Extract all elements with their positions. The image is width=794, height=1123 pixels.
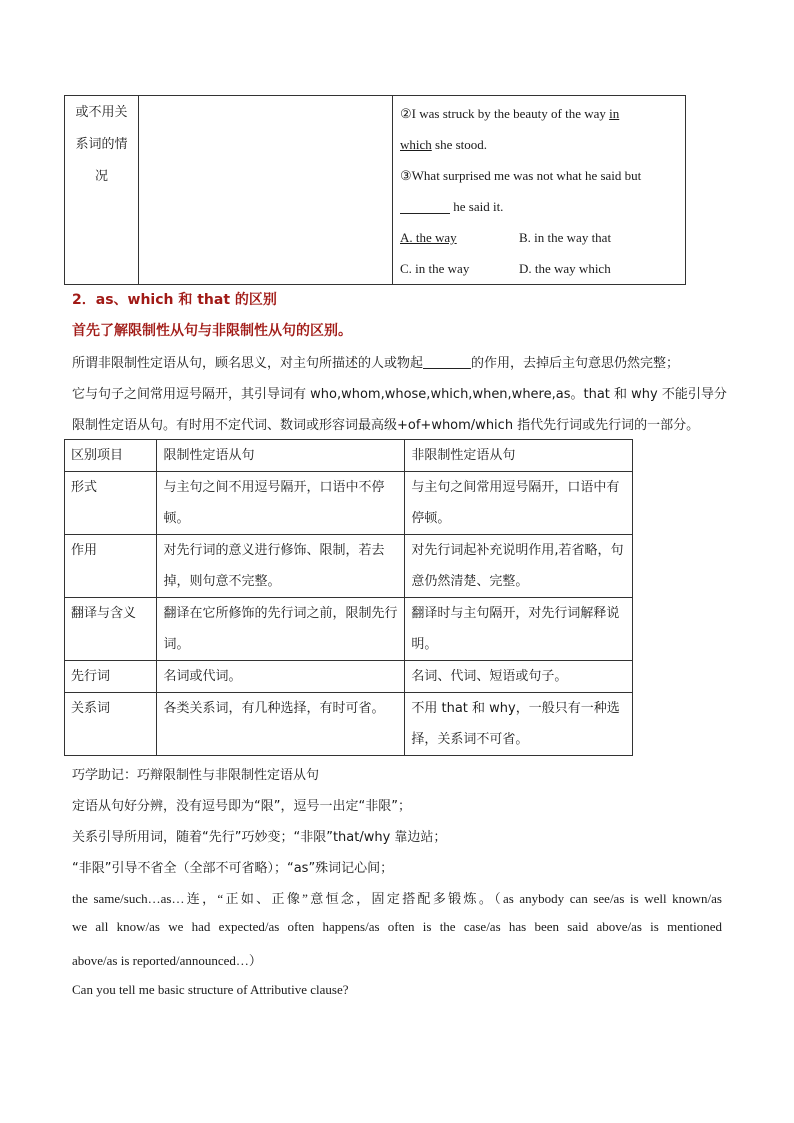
nonrestrictive-cell: 名词、代词、短语或句子。 (405, 661, 633, 693)
mnemonic-line: “非限”引导不省全（全部不可省略）；“as”殊词记心间； (72, 861, 394, 876)
table-row (65, 535, 633, 598)
mnemonic-line: above/as is reported/announced…） (72, 953, 262, 968)
nonrestrictive-cell: 对先行词起补充说明作用,若省略，句意仍然清楚、完整。 (405, 535, 633, 598)
table-example-cell (393, 96, 686, 285)
paragraph-line-1: 所谓非限制性定语从句，顾名思义，对主句所描述的人或物起 的作用，去掉后主句意思仍然完整； (72, 356, 680, 371)
table-empty-cell (139, 96, 393, 285)
fill-blank (423, 354, 471, 369)
option-b: B. in the way that (519, 230, 612, 245)
example-line-3: ③What surprised me was not what he said but (400, 168, 642, 183)
option-d: D. the way which (519, 261, 611, 276)
table-row (65, 598, 633, 661)
header-cell: 区别项目 (65, 440, 157, 472)
table-label-cell (65, 96, 139, 285)
row-item: 关系词 (65, 693, 157, 756)
header-cell: 限制性定语从句 (157, 440, 405, 472)
options-row-2 (400, 253, 685, 284)
paragraph-line-2: 它与句子之间常用逗号隔开，其引导词有 who,whom,whose,which,when,where,as。that 和 why 不能引导分 (72, 387, 727, 402)
comparison-table (64, 439, 633, 756)
table-row (65, 472, 633, 535)
row-item: 先行词 (65, 661, 157, 693)
table-header-row (65, 440, 633, 472)
mnemonic-title: 巧学助记：巧辩限制性与非限制性定语从句 (72, 768, 320, 783)
example-line-3-cont: he said it. (400, 191, 685, 222)
paragraph-line-3: 限制性定语从句。有时用不定代词、数词或形容词最高级+of+whom/which 指代先行词或先行词的一部分。 (72, 418, 700, 433)
example-line-2: ②I was struck by the beauty of the way in (400, 106, 620, 121)
mnemonic-line: we all know/as we had expected/as often happens/as often is the case/as has been said above/as is mentioned (72, 919, 722, 934)
nonrestrictive-cell: 与主句之间常用逗号隔开，口语中有停顿。 (405, 472, 633, 535)
section-heading: 2．as、which 和 that 的区别 (72, 292, 277, 308)
label-line: 或不用关 (75, 105, 128, 120)
restrictive-cell: 与主句之间不用逗号隔开，口语中不停顿。 (157, 472, 405, 535)
table-row (65, 661, 633, 693)
restrictive-cell: 对先行词的意义进行修饰、限制，若去掉，则句意不完整。 (157, 535, 405, 598)
option-a: A. the way (400, 230, 457, 245)
label-line: 况 (94, 169, 108, 184)
question-line: Can you tell me basic structure of Attributive clause? (72, 982, 349, 997)
example-line-2-cont: which she stood. (400, 137, 488, 152)
mnemonic-line: 定语从句好分辨，没有逗号即为“限”，逗号一出定“非限”； (72, 799, 411, 814)
label-line: 系词的情 (75, 137, 128, 152)
answer-blank (400, 199, 450, 214)
restrictive-cell: 翻译在它所修饰的先行词之前，限制先行词。 (157, 598, 405, 661)
row-item: 作用 (65, 535, 157, 598)
header-cell: 非限制性定语从句 (405, 440, 633, 472)
options-row-1 (400, 222, 685, 253)
nonrestrictive-cell: 不用 that 和 why，一般只有一种选择，关系词不可省。 (405, 693, 633, 756)
row-item: 形式 (65, 472, 157, 535)
row-item: 翻译与含义 (65, 598, 157, 661)
mnemonic-line: 关系引导所用词，随着“先行”巧妙变；“非限”that/why 靠边站； (72, 830, 447, 845)
nonrestrictive-cell: 翻译时与主句隔开，对先行词解释说明。 (405, 598, 633, 661)
table-row (65, 693, 633, 756)
sub-heading: 首先了解限制性从句与非限制性从句的区别。 (72, 323, 352, 339)
restrictive-cell: 名词或代词。 (157, 661, 405, 693)
relative-clause-table-continued (64, 95, 686, 285)
option-c: C. in the way (400, 261, 470, 276)
mnemonic-line: the same/such…as…连，“正如、正像”意恒念，固定搭配多锻炼。（as anybody can see/as is well known/as (72, 891, 722, 906)
restrictive-cell: 各类关系词，有几种选择，有时可省。 (157, 693, 405, 756)
